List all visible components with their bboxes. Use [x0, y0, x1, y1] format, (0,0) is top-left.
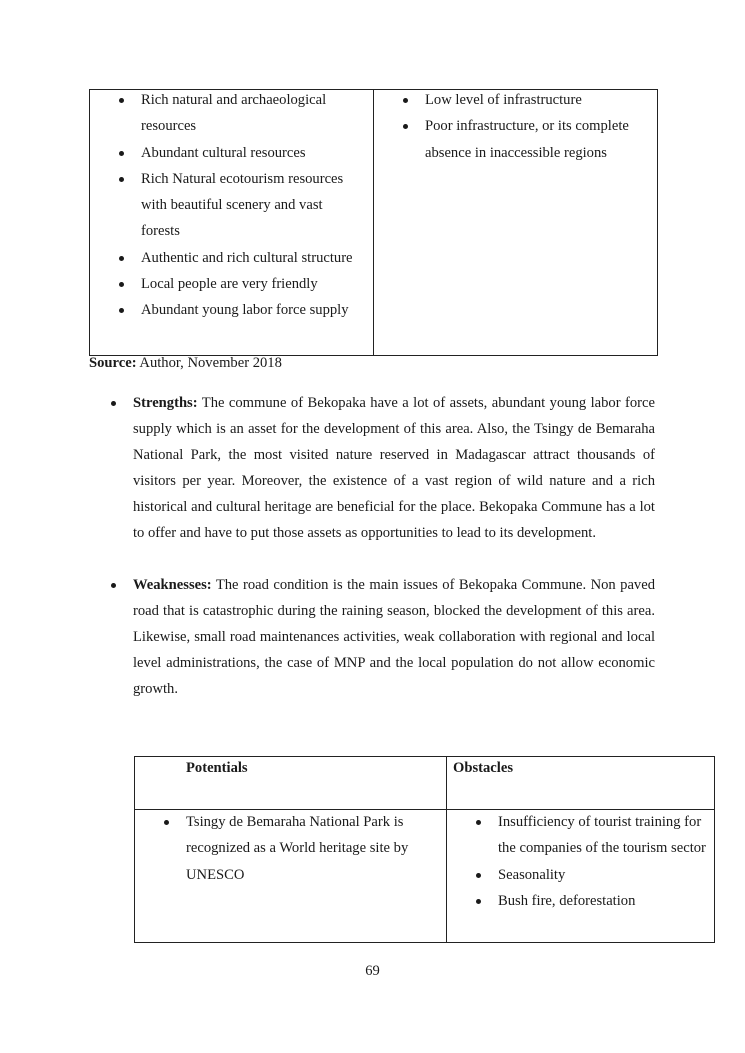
source-label: Source:: [89, 355, 137, 371]
strengths-cell: [90, 90, 374, 356]
weaknesses-label: Weaknesses:: [133, 577, 212, 593]
obstacles-cell: [447, 810, 715, 943]
bullet-icon: [119, 256, 124, 261]
weaknesses-text: The road condition is the main issues of Bekopaka Commune. Non paved road that is catastrophic during the raining season, blocked the development of this area. Likewise, small road maintenances activities, weak collaboration with regional and local level administrations, the case of MNP and the local population do not allow economic growth.: [133, 577, 655, 697]
weaknesses-paragraph: [133, 572, 655, 702]
source-caption: [89, 354, 282, 372]
list-item: Authentic and rich cultural structure: [141, 245, 363, 271]
list-item: Abundant cultural resources: [141, 140, 363, 166]
strengths-list: [90, 87, 373, 324]
bullet-icon: [119, 282, 124, 287]
bullet-icon: [164, 820, 169, 825]
list-item: Local people are very friendly: [141, 271, 363, 297]
obstacles-list: [447, 809, 714, 914]
list-item: Seasonality: [498, 862, 706, 888]
weaknesses-list: [374, 87, 657, 166]
list-item: Bush fire, deforestation: [498, 888, 706, 914]
list-item: Tsingy de Bemaraha National Park is recognized as a World heritage site by UNESCO: [186, 809, 438, 888]
bullet-icon: [119, 177, 124, 182]
potentials-obstacles-table: [134, 756, 715, 943]
bullet-icon: [119, 98, 124, 103]
header-potentials: Potentials: [135, 757, 447, 810]
swot-table: [89, 89, 658, 356]
bullet-icon: [476, 899, 481, 904]
bullet-icon: [403, 124, 408, 129]
strengths-label: Strengths:: [133, 395, 198, 411]
bullet-icon: [119, 151, 124, 156]
list-item: Rich Natural ecotourism resources with beautiful scenery and vast forests: [141, 166, 363, 245]
bullet-icon: [111, 583, 116, 588]
bullet-icon: [476, 820, 481, 825]
weaknesses-cell: [374, 90, 658, 356]
bullet-icon: [403, 98, 408, 103]
strengths-paragraph: [133, 390, 655, 546]
list-item: Low level of infrastructure: [425, 87, 647, 113]
potentials-list: [135, 809, 446, 888]
list-item: Rich natural and archaeological resources: [141, 87, 363, 140]
bullet-icon: [119, 308, 124, 313]
strengths-text: The commune of Bekopaka have a lot of assets, abundant young labor force supply which is an asset for the development of this area. Also, the Tsingy de Bemaraha National Park, the most visited nature reserved in Madagascar attract thousands of visitors per year. Moreover, the existence of a vast region of wild nature and a rich historical and cultural heritage are beneficial for the place. Bekopaka Commune has a lot to offer and have to put those assets as opportunities to lead to its development.: [133, 395, 655, 541]
source-text: Author, November 2018: [136, 355, 282, 371]
list-item: Abundant young labor force supply: [141, 297, 363, 323]
page-number: 69: [365, 963, 380, 979]
list-item: Insufficiency of tourist training for the companies of the tourism sector: [498, 809, 706, 862]
list-item: Poor infrastructure, or its complete absence in inaccessible regions: [425, 113, 647, 166]
bullet-icon: [476, 873, 481, 878]
bullet-icon: [111, 401, 116, 406]
potentials-cell: [135, 810, 447, 943]
header-obstacles: Obstacles: [447, 757, 715, 810]
